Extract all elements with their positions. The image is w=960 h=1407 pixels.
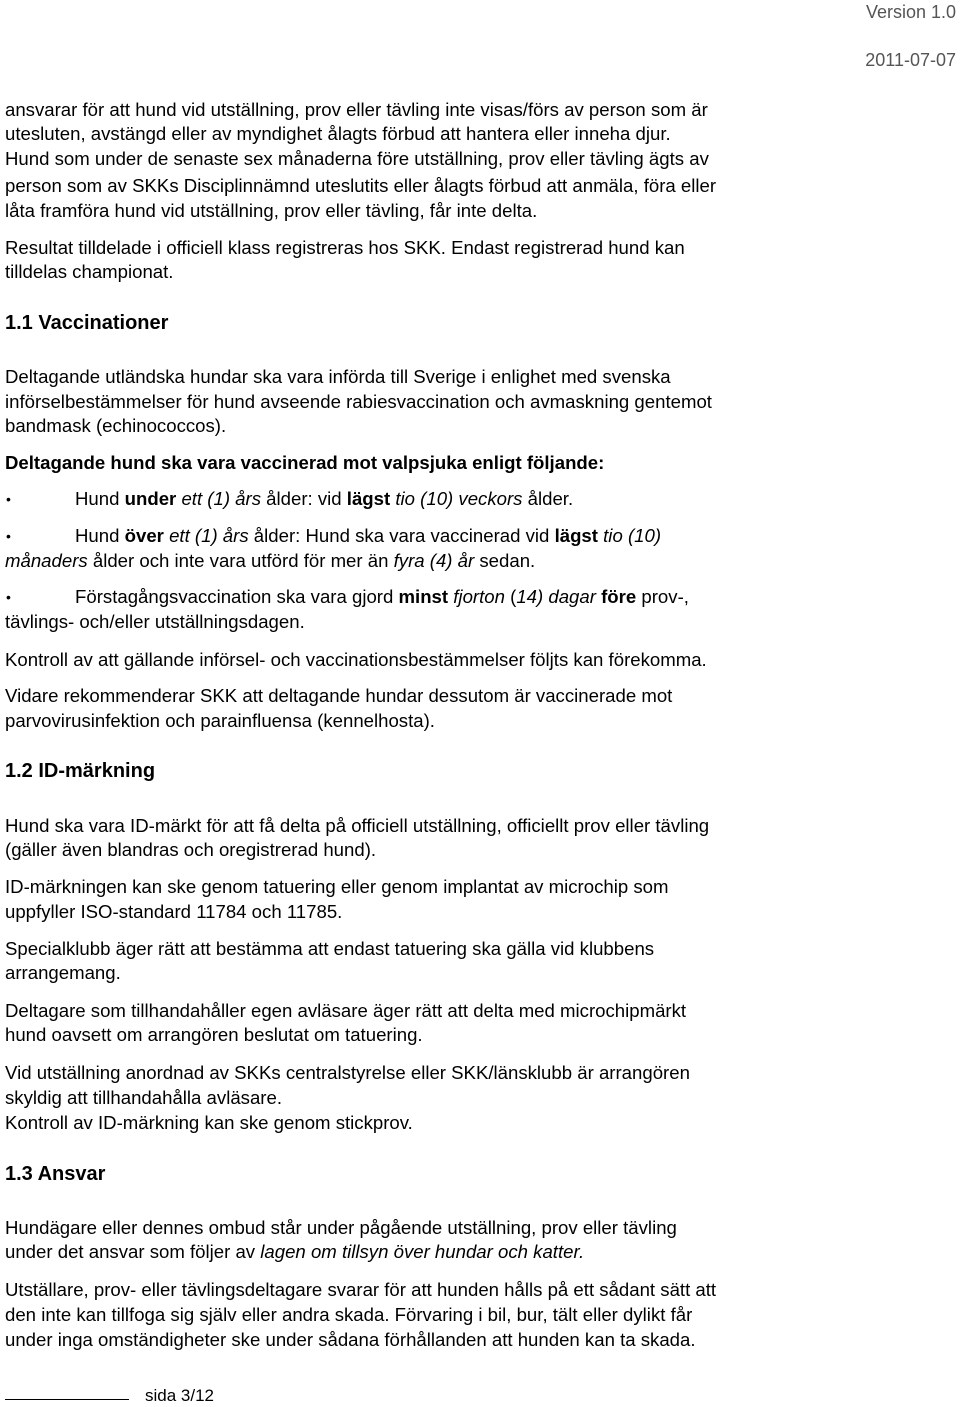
text-line: Deltagare som tillhandahåller egen avläsare äger rätt att delta med microchipmärkt bbox=[5, 1000, 687, 1021]
bullet-text: Hund över ett (1) års ålder: Hund ska vara vaccinerad vid lägst tio (10) bbox=[75, 525, 662, 546]
footer-divider bbox=[5, 1399, 129, 1400]
text-line: under det ansvar som följer av lagen om tillsyn över hundar och katter. bbox=[5, 1241, 585, 1262]
bullet-text: Hund under ett (1) års ålder: vid lägst tio (10) veckors ålder. bbox=[75, 488, 574, 509]
text-line: införselbestämmelser för hund avseende rabiesvaccination och avmaskning gentemot bbox=[5, 391, 712, 412]
text-line: bandmask (echinococcos). bbox=[5, 415, 227, 436]
bullet-icon: • bbox=[6, 528, 11, 544]
page-number: sida 3/12 bbox=[145, 1386, 214, 1405]
text-line: Kontroll av ID-märkning kan ske genom stickprov. bbox=[5, 1112, 413, 1133]
text-line: Vid utställning anordnad av SKKs centralstyrelse eller SKK/länsklubb är arrangören bbox=[5, 1062, 690, 1083]
document-date: 2011-07-07 bbox=[865, 50, 956, 70]
text-line: arrangemang. bbox=[5, 962, 121, 983]
text-line: ansvarar för att hund vid utställning, prov eller tävling inte visas/förs av person som är bbox=[5, 99, 708, 120]
text-line: uppfyller ISO-standard 11784 och 11785. bbox=[5, 901, 343, 922]
bullet-text-continued: månaders ålder och inte vara utförd för mer än fyra (4) år sedan. bbox=[5, 550, 536, 571]
text-line: Resultat tilldelade i officiell klass registreras hos SKK. Endast registrerad hund kan bbox=[5, 237, 685, 258]
text-line: Hund ska vara ID-märkt för att få delta på officiell utställning, officiellt prov eller tävling bbox=[5, 815, 710, 836]
text-line: Kontroll av att gällande införsel- och vaccinationsbestämmelser följts kan förekomma. bbox=[5, 649, 707, 670]
text-line: Specialklubb äger rätt att bestämma att endast tatuering ska gälla vid klubbens bbox=[5, 938, 655, 959]
text-line: under inga omständigheter ske under sådana förhållanden att hunden kan ta skada. bbox=[5, 1329, 696, 1350]
bold-statement: Deltagande hund ska vara vaccinerad mot valpsjuka enligt följande: bbox=[5, 452, 605, 473]
text-line: Vidare rekommenderar SKK att deltagande hundar dessutom är vaccinerade mot bbox=[5, 685, 673, 706]
bullet-icon: • bbox=[6, 491, 11, 507]
text-line: Hundägare eller dennes ombud står under pågående utställning, prov eller tävling bbox=[5, 1217, 677, 1238]
text-line: ID-märkningen kan ske genom tatuering eller genom implantat av microchip som bbox=[5, 876, 669, 897]
text-line: hund oavsett om arrangören beslutat om tatuering. bbox=[5, 1024, 423, 1045]
text-line: (gäller även blandras och oregistrerad hund). bbox=[5, 839, 377, 860]
text-line: utesluten, avstängd eller av myndighet ålagts förbud att hantera eller inneha djur. bbox=[5, 123, 671, 144]
bullet-text-continued: tävlings- och/eller utställningsdagen. bbox=[5, 611, 305, 632]
text-line: parvovirusinfektion och parainfluensa (kennelhosta). bbox=[5, 710, 435, 731]
text-line: skyldig att tillhandahålla avläsare. bbox=[5, 1087, 282, 1108]
text-line: tilldelas championat. bbox=[5, 261, 174, 282]
text-line: Deltagande utländska hundar ska vara införda till Sverige i enlighet med svenska bbox=[5, 366, 671, 387]
text-line: Hund som under de senaste sex månaderna före utställning, prov eller tävling ägts av bbox=[5, 148, 709, 169]
document-version: Version 1.0 bbox=[865, 2, 956, 22]
text-line: låta framföra hund vid utställning, prov eller tävling, får inte delta. bbox=[5, 200, 538, 221]
text-line: den inte kan tillfoga sig själv eller andra skada. Förvaring i bil, bur, tält eller dylikt får bbox=[5, 1304, 693, 1325]
section-heading: 1.2 ID-märkning bbox=[5, 760, 156, 782]
bullet-icon: • bbox=[6, 589, 11, 605]
text-line: person som av SKKs Disciplinnämnd uteslutits eller ålagts förbud att anmäla, föra eller bbox=[5, 175, 717, 196]
section-heading: 1.1 Vaccinationer bbox=[5, 312, 169, 334]
text-line: Utställare, prov- eller tävlingsdeltagare svarar för att hunden hålls på ett sådant sätt att bbox=[5, 1279, 717, 1300]
bullet-text: Förstagångsvaccination ska vara gjord minst fjorton (14) dagar före prov-, bbox=[75, 586, 689, 607]
section-heading: 1.3 Ansvar bbox=[5, 1163, 106, 1185]
